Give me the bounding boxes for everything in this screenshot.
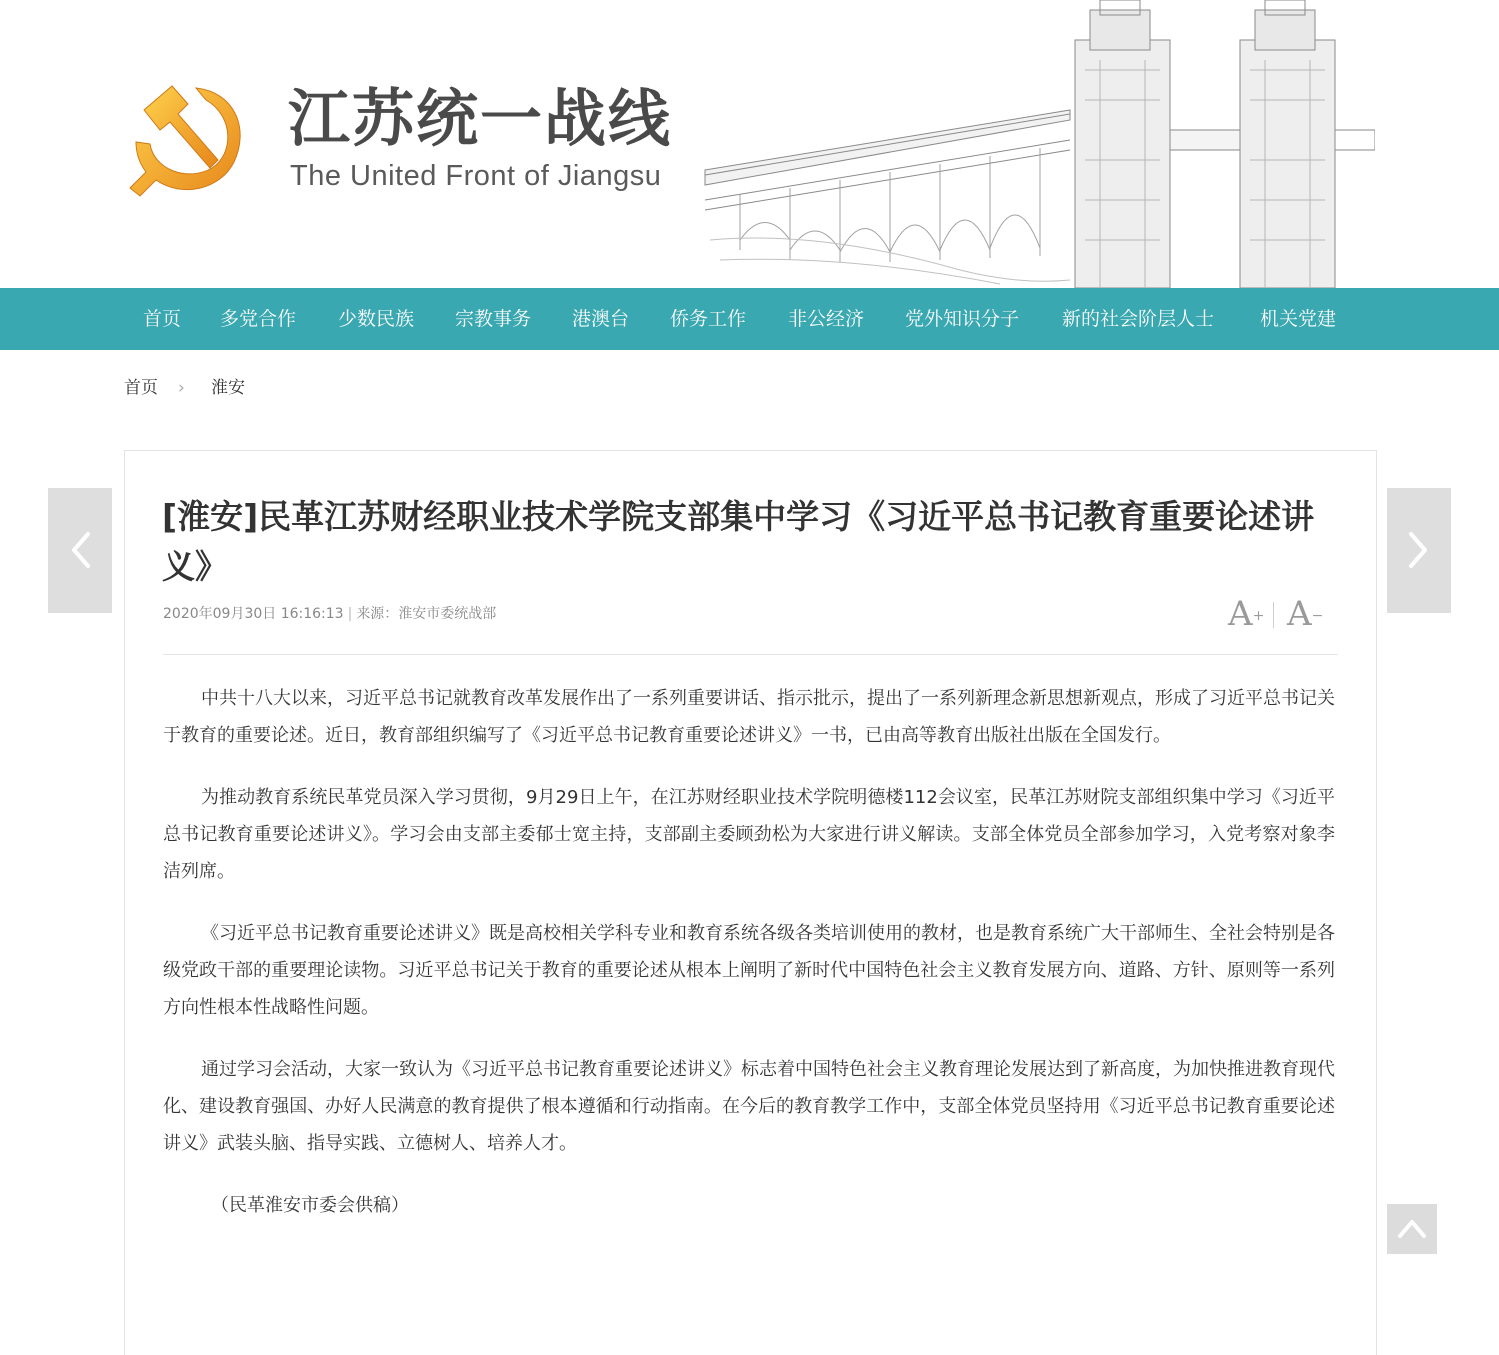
chevron-right-icon (1405, 528, 1433, 572)
breadcrumb-separator: › (178, 378, 185, 398)
font-increase-button[interactable] (1228, 594, 1264, 634)
nav-item-home[interactable]: 首页 (143, 308, 182, 330)
article-paragraph: 为推动教育系统民革党员深入学习贯彻，9月29日上午，在江苏财经职业技术学院明德楼112会议室，民革江苏财院支部组织集中学习《习近平总书记教育重要论述讲义》。学习会由支部主委郁士宽主持，支部副主委顾劲松为大家进行讲义解读。支部全体党员全部参加学习，入党考察对象李洁列席。 (163, 787, 1335, 882)
font-decrease-sign: − (1311, 608, 1324, 624)
nav-item-religion[interactable]: 宗教事务 (455, 308, 532, 330)
font-decrease-button[interactable] (1287, 594, 1323, 634)
title-divider (163, 654, 1338, 655)
nav-item-intellectuals[interactable]: 党外知识分子 (905, 308, 1020, 330)
nav-item-ethnic[interactable]: 少数民族 (338, 308, 415, 330)
nav-item-non-public-economy[interactable]: 非公经济 (788, 308, 865, 330)
site-logo-subtitle: The United Front of Jiangsu (290, 160, 662, 192)
font-control-divider (1273, 602, 1274, 628)
article-date: 2020年09月30日 16:16:13 (163, 606, 344, 622)
chevron-up-icon (1397, 1216, 1427, 1240)
article-meta: 2020年09月30日 16:16:13 | 来源：淮安市委统战部 (163, 606, 497, 622)
breadcrumb-current[interactable]: 淮安 (211, 378, 245, 398)
article-title: [淮安]民革江苏财经职业技术学院支部集中学习《习近平总书记教育重要论述讲义》 (162, 497, 1315, 586)
nav-item-multiparty[interactable]: 多党合作 (220, 308, 297, 330)
back-to-top-button[interactable] (1387, 1204, 1437, 1254)
nav-item-new-social-class[interactable]: 新的社会阶层人士 (1062, 308, 1215, 330)
article-paragraph: 通过学习会活动，大家一致认为《习近平总书记教育重要论述讲义》标志着中国特色社会主义教育理论发展达到了新高度，为加快推进教育现代化、建设教育强国、办好人民满意的教育提供了根本遵循和行动指南。在今后的教育教学工作中，支部全体党员坚持用《习近平总书记教育重要论述讲义》武装头脑、指导实践、立德树人、培养人才。 (163, 1059, 1335, 1154)
article-credit: （民革淮安市委会供稿） (211, 1195, 409, 1216)
breadcrumb-home[interactable]: 首页 (124, 378, 158, 398)
font-increase-letter: A (1228, 594, 1253, 634)
nav-item-hk-macau-taiwan[interactable]: 港澳台 (572, 308, 630, 330)
font-increase-sign: + (1252, 608, 1265, 624)
prev-article-button[interactable] (48, 488, 112, 613)
site-header (0, 0, 1499, 288)
font-decrease-letter: A (1287, 594, 1312, 634)
main-nav (0, 288, 1499, 350)
site-logo-title: 江苏统一战线 (288, 82, 673, 155)
bridge-illustration (700, 0, 1375, 288)
next-article-button[interactable] (1387, 488, 1451, 613)
nav-item-party-building[interactable]: 机关党建 (1260, 308, 1337, 330)
article-paragraph: 中共十八大以来，习近平总书记就教育改革发展作出了一系列重要讲话、指示批示，提出了一系列新理念新思想新观点，形成了习近平总书记关于教育的重要论述。近日，教育部组织编写了《习近平总书记教育重要论述讲义》一书，已由高等教育出版社出版在全国发行。 (163, 688, 1335, 746)
article-source-label: 来源： (356, 606, 399, 622)
article-source: 淮安市委统战部 (398, 606, 497, 622)
article-paragraph: 《习近平总书记教育重要论述讲义》既是高校相关学科专业和教育系统各级各类培训使用的教材，也是教育系统广大干部师生、全社会特别是各级党政干部的重要理论读物。习近平总书记关于教育的重要论述从根本上阐明了新时代中国特色社会主义教育发展方向、道路、方针、原则等一系列方向性根本性战略性问题。 (163, 923, 1335, 1018)
nav-item-overseas[interactable]: 侨务工作 (670, 308, 747, 330)
chevron-left-icon (66, 528, 94, 572)
party-emblem-icon (126, 78, 254, 204)
